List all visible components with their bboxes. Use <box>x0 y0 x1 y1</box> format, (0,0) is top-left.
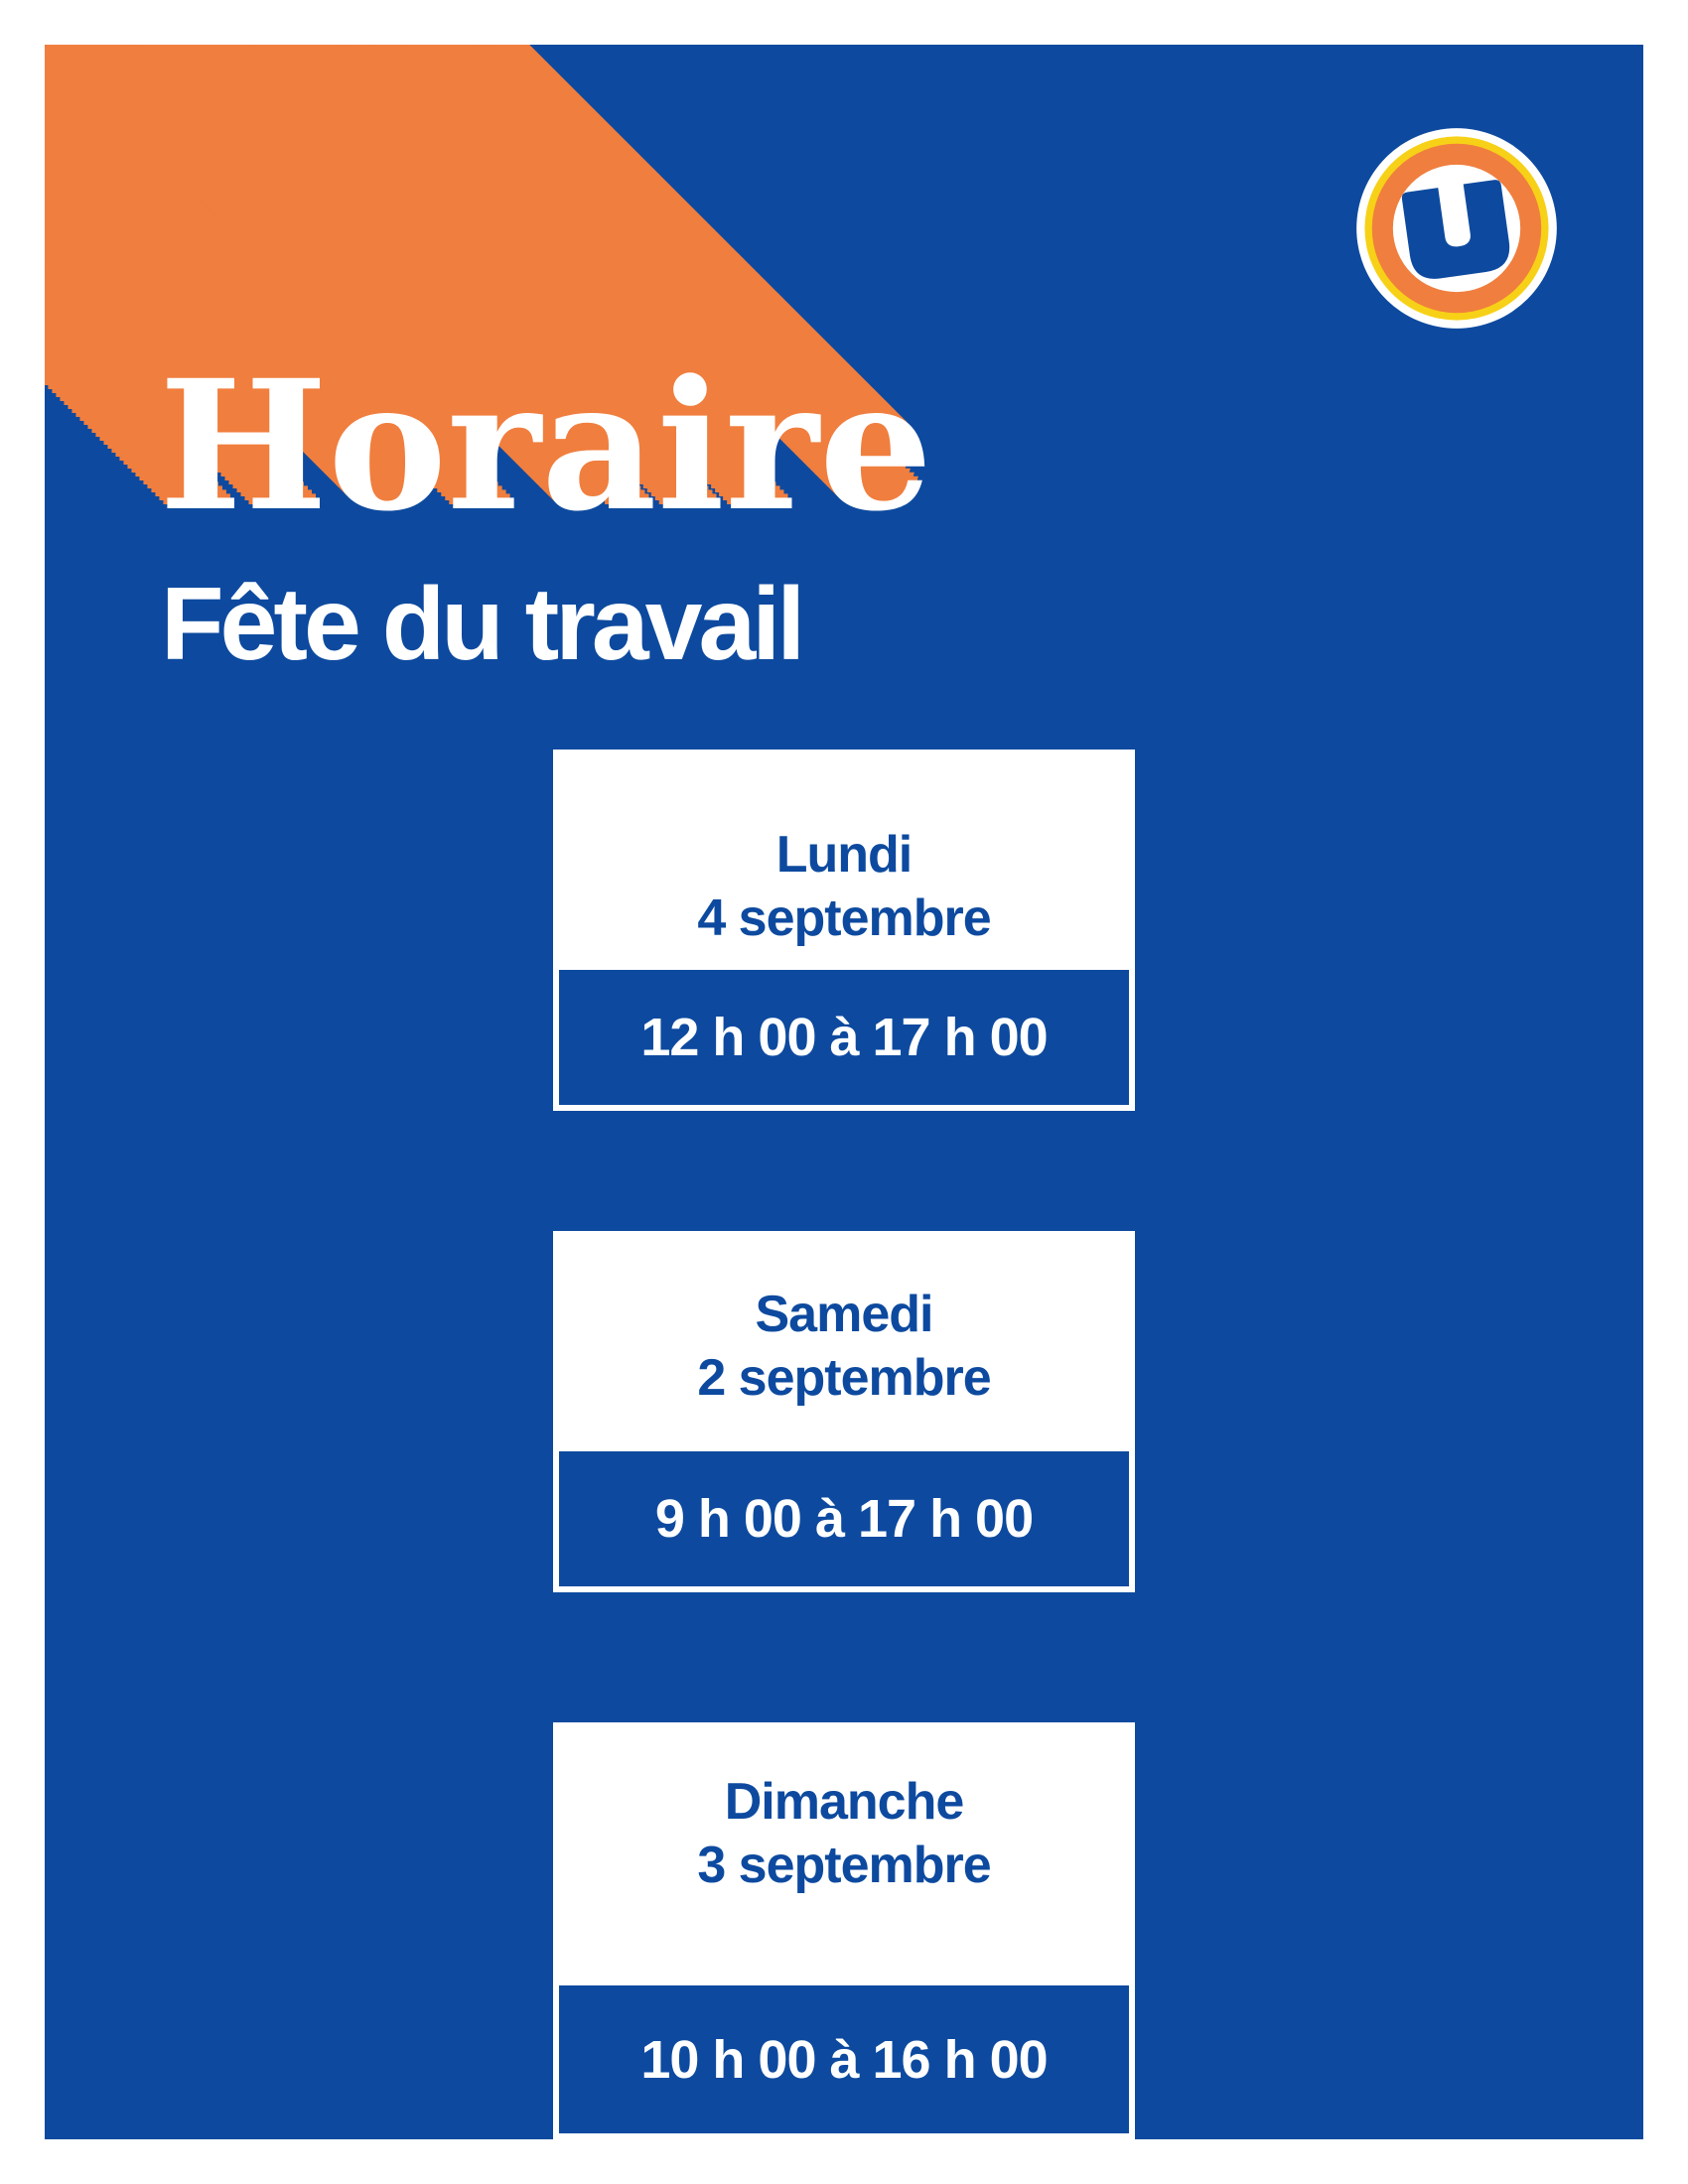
card-day-label: Dimanche <box>724 1773 964 1831</box>
card-day-block <box>559 1722 1129 1985</box>
brand-logo <box>1347 119 1566 338</box>
card-date-label: 2 septembre <box>697 1349 991 1407</box>
card-day-label: Lundi <box>775 826 913 884</box>
u-logo-icon <box>1347 119 1566 338</box>
schedule-card <box>553 750 1135 1111</box>
card-hours-label: 9 h 00 à 17 h 00 <box>559 1451 1129 1586</box>
card-day-block <box>559 750 1129 970</box>
card-hours-label: 12 h 00 à 17 h 00 <box>559 970 1129 1105</box>
schedule-card <box>553 1231 1135 1592</box>
page-subtitle: Fête du travail <box>161 567 802 682</box>
page-title: Horaire <box>159 341 933 551</box>
card-hours-label: 10 h 00 à 16 h 00 <box>559 1985 1129 2133</box>
card-date-label: 4 septembre <box>697 889 991 947</box>
card-day-label: Samedi <box>755 1286 933 1343</box>
schedule-card <box>553 1722 1135 2139</box>
poster-page <box>45 45 1643 2139</box>
card-day-block <box>559 1231 1129 1451</box>
card-date-label: 3 septembre <box>697 1837 991 1894</box>
